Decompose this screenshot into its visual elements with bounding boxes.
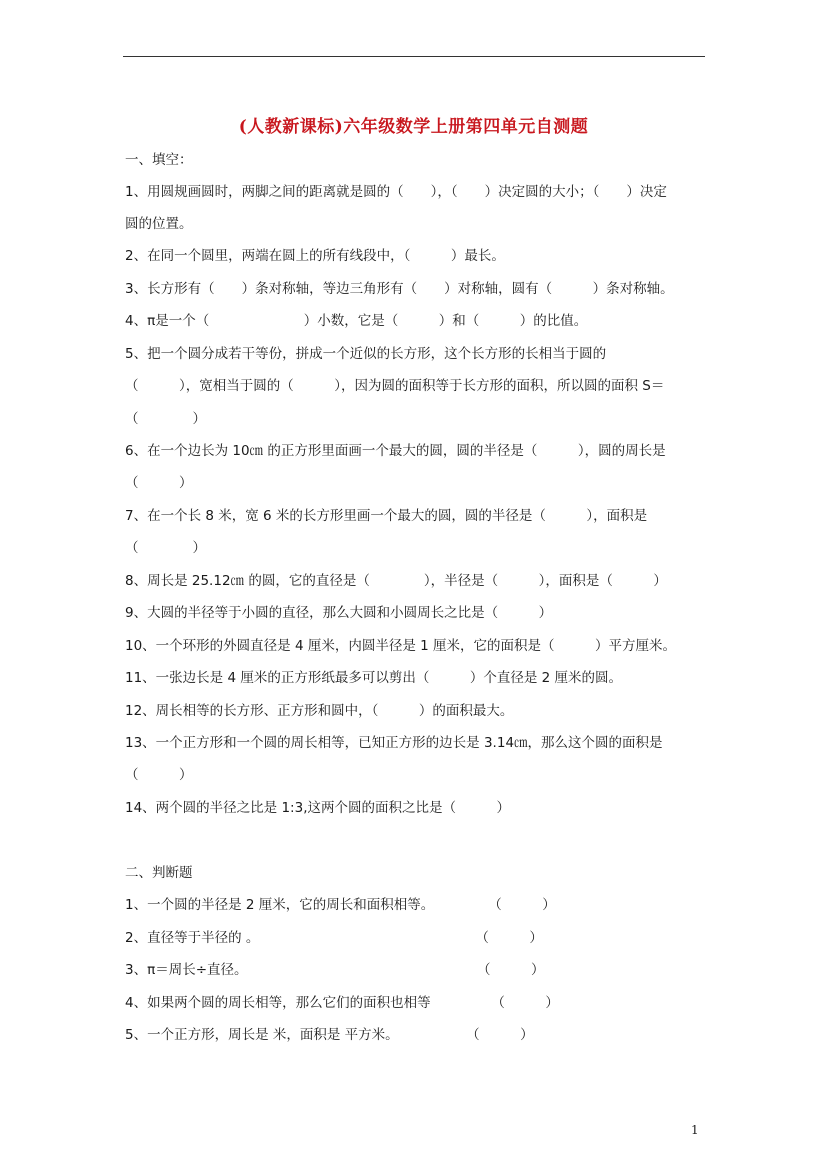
fill-line: （ ），宽相当于圆的（ ），因为圆的面积等于长方形的面积，所以圆的面积 S＝ [125,378,665,394]
page-number: 1 [691,1123,699,1137]
fill-line: （ ） [125,475,193,491]
fill-line: 10、一个环形的外圆直径是 4 厘米，内圆半径是 1 厘米，它的面积是（ ）平方厘米。 [125,638,677,654]
fill-line: 5、把一个圆分成若干等份，拼成一个近似的长方形，这个长方形的长相当于圆的 [125,346,607,362]
fill-line: 11、一张边长是 4 厘米的正方形纸最多可以剪出（ ）个直径是 2 厘米的圆。 [125,670,623,686]
judge-line: 5、一个正方形，周长是 米，面积是 平方米。 （ ） [125,1027,534,1043]
fill-line: 3、长方形有（ ）条对称轴，等边三角形有（ ）对称轴，圆有（ ）条对称轴。 [125,281,674,297]
fill-line: 4、π是一个（ ）小数，它是（ ）和（ ）的比值。 [125,313,588,329]
fill-line: 2、在同一个圆里，两端在圆上的所有线段中，（ ）最长。 [125,248,505,264]
fill-line: 7、在一个长 8 米，宽 6 米的长方形里画一个最大的圆，圆的半径是（ ），面积是 [125,508,648,524]
section-heading-fill: 一、填空： [125,152,193,168]
judge-line: 2、直径等于半径的 。 （ ） [125,930,543,946]
fill-line: 8、周长是 25.12㎝ 的圆，它的直径是（ ），半径是（ ），面积是（ ） [125,573,667,589]
fill-line: 9、大圆的半径等于小圆的直径，那么大圆和小圆周长之比是（ ） [125,605,553,621]
judge-line: 1、一个圆的半径是 2 厘米，它的周长和面积相等。 （ ） [125,897,556,913]
header-rule [123,56,705,57]
section-heading-judge: 二、判断题 [125,865,193,881]
fill-line: （ ） [125,540,206,556]
fill-line: 6、在一个边长为 10㎝ 的正方形里面画一个最大的圆，圆的半径是（ ），圆的周长是 [125,443,666,459]
judge-line: 4、如果两个圆的周长相等，那么它们的面积也相等 （ ） [125,995,559,1011]
fill-line: 圆的位置。 [125,216,193,232]
fill-line: 13、一个正方形和一个圆的周长相等，已知正方形的边长是 3.14㎝，那么这个圆的面积是 [125,735,663,751]
document-title: (人教新课标)六年级数学上册第四单元自测题 [238,117,589,137]
fill-line: 12、周长相等的长方形、正方形和圆中，（ ）的面积最大。 [125,703,514,719]
judge-line: 3、π＝周长÷直径。 （ ） [125,962,545,978]
fill-line: 14、两个圆的半径之比是 1:3,这两个圆的面积之比是（ ） [125,800,510,816]
fill-line: （ ） [125,767,193,783]
fill-line: （ ） [125,411,206,427]
fill-line: 1、用圆规画圆时，两脚之间的距离就是圆的（ ），（ ）决定圆的大小；（ ）决定 [125,184,667,200]
